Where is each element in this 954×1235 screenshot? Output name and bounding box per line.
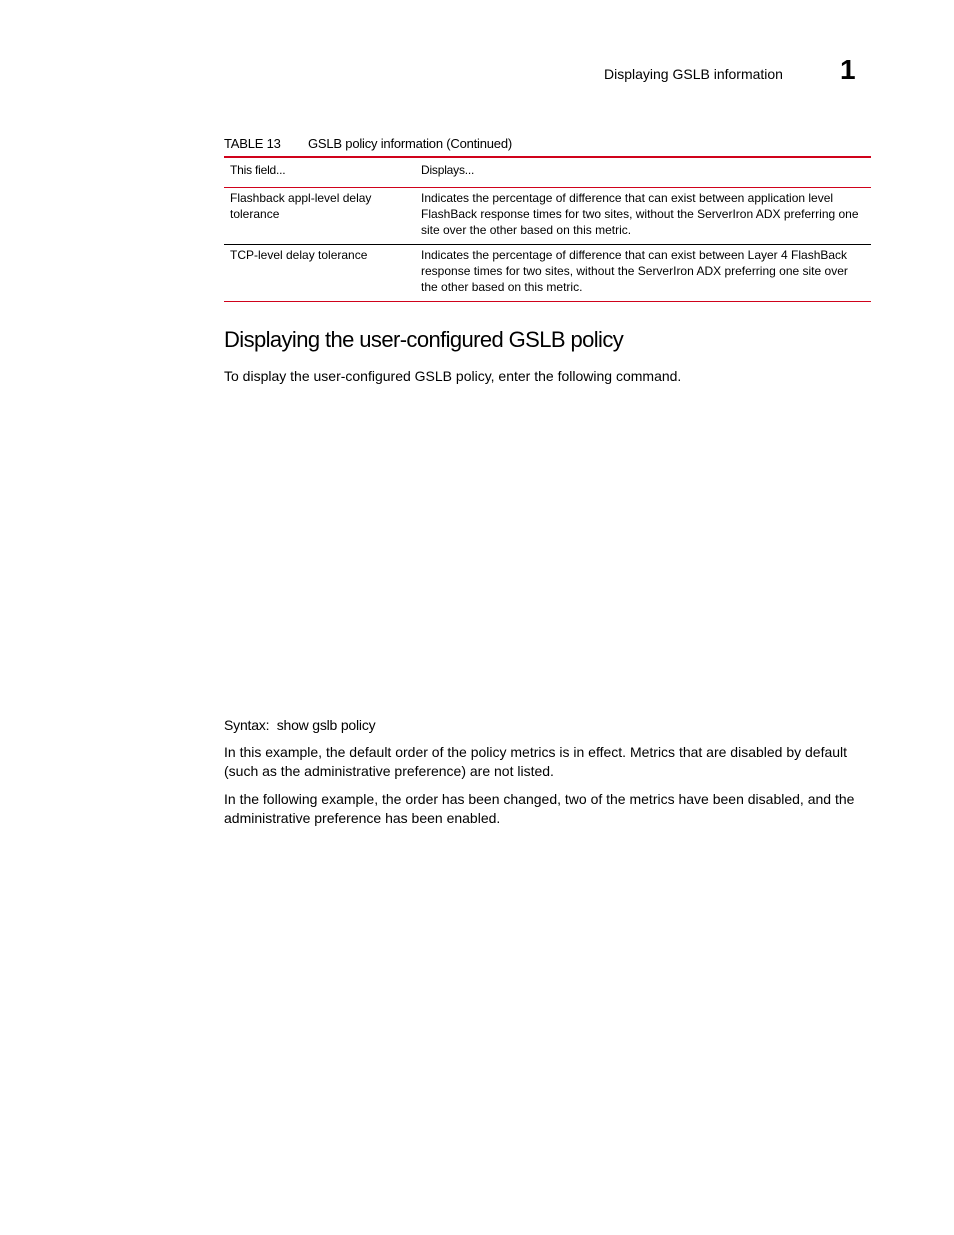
table-title: GSLB policy information (Continued) (308, 136, 512, 151)
gslb-policy-table (224, 156, 871, 302)
table-header-row (224, 157, 871, 188)
section-heading: Displaying the user-configured GSLB policy (224, 327, 624, 352)
table-row (224, 188, 871, 245)
syntax-line (224, 716, 375, 734)
intro-paragraph: To display the user-configured GSLB policy, enter the following command. (224, 368, 682, 384)
column-header-displays: Displays... (415, 157, 871, 188)
running-header-title: Displaying GSLB information (604, 66, 783, 82)
body-paragraph-2: In the following example, the order has been changed, two of the metrics have been disabled, and the administrative preference has been enabled. (224, 791, 855, 826)
field-cell: Flashback appl-level delay tolerance (224, 188, 415, 245)
column-header-field: This field... (224, 157, 415, 188)
body-paragraph-1: In this example, the default order of the policy metrics is in effect. Metrics that are disabled by default (such as the administrative preference) are not listed. (224, 744, 848, 779)
description-cell: Indicates the percentage of difference that can exist between application level FlashBack response times for two sites, without the ServerIron ADX preferring one site over the other based on this metric. (415, 188, 871, 245)
table-number: TABLE 13 (224, 136, 281, 151)
field-cell: TCP-level delay tolerance (224, 245, 415, 302)
table-caption (224, 136, 512, 152)
chapter-number: 1 (840, 54, 856, 85)
description-cell: Indicates the percentage of difference that can exist between Layer 4 FlashBack response times for two sites, without the ServerIron ADX preferring one site over the other based on this metric. (415, 245, 871, 302)
table-row (224, 245, 871, 302)
syntax-label: Syntax: (224, 717, 270, 733)
syntax-command: show gslb policy (276, 717, 376, 733)
